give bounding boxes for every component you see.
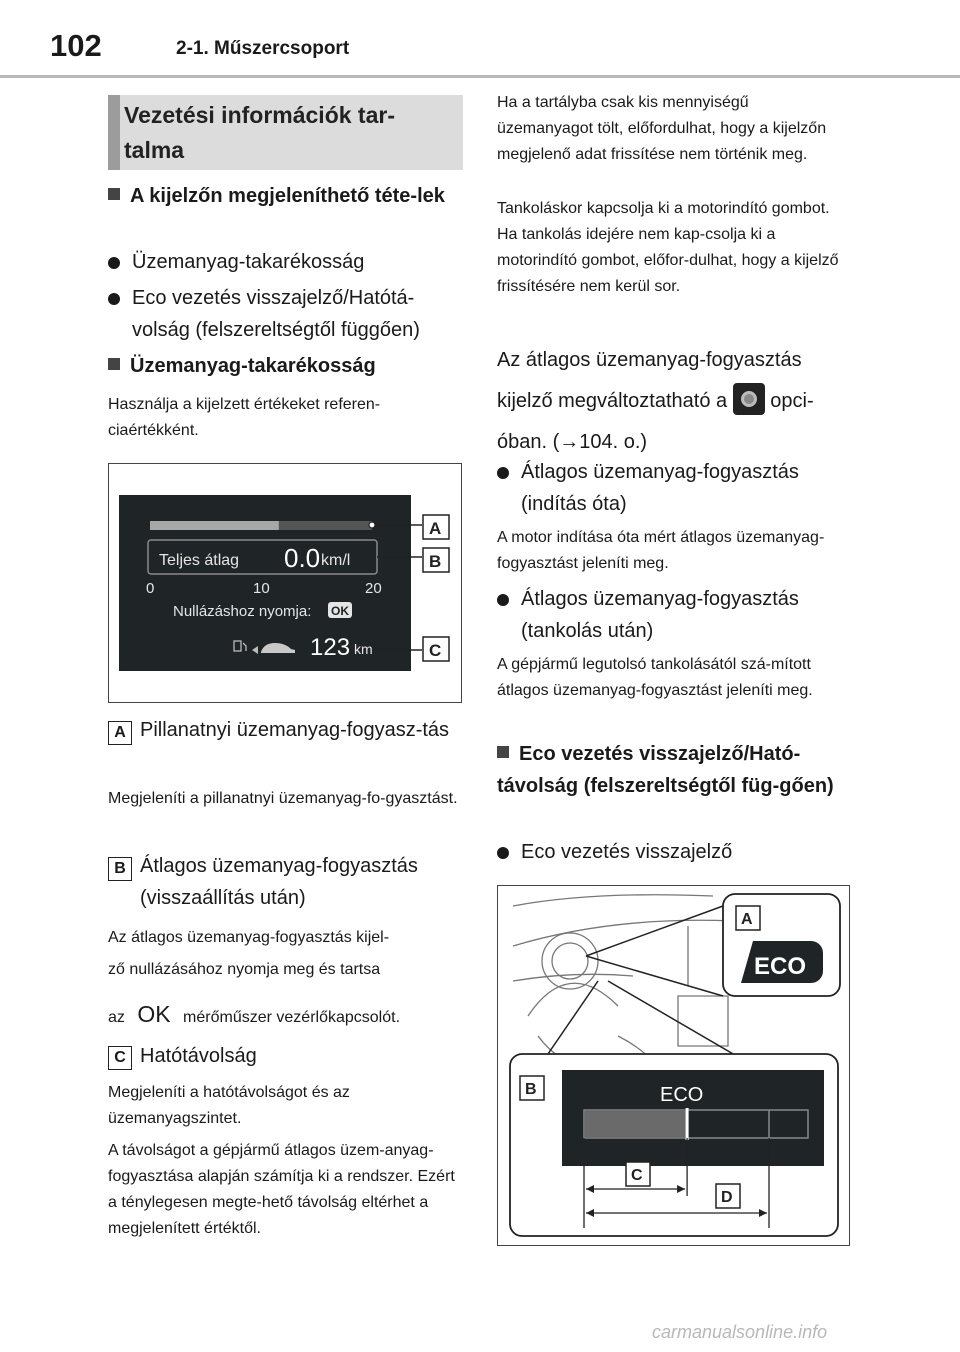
gear-icon (733, 383, 765, 415)
header-divider (0, 75, 960, 78)
paragraph: Használja a kijelzett értékeket referen-ciaértékként. (108, 396, 381, 439)
callout-c: C (631, 1167, 643, 1184)
list-item: Átlagos üzemanyag-fogyasztás (indítás óta) (497, 456, 842, 520)
label-c: C (108, 1046, 132, 1070)
item-c-text2: A távolságot a gépjármű átlagos üzem-anyag-fogyasztása alapján számítja ki a rendszer. Ezért a ténylegesen megte-hető távolság eltérhet a megjelenített értéktől. (108, 1142, 455, 1237)
bullet-icon (108, 257, 120, 269)
callout-a: A (429, 519, 442, 538)
item-b-text: Az átlagos üzemanyag-fogyasztás kijel- ző nullázásához nyomja meg és tartsa az OK mérőműszer vezérlőkapcsolót. (108, 929, 401, 1027)
figure-eco-indicator (497, 885, 850, 1246)
callout-b: B (525, 1081, 537, 1098)
scale-0: 0 (146, 580, 155, 597)
eco-bar-fill (585, 1111, 687, 1137)
item-c-title: Hatótávolság (140, 1045, 257, 1067)
subheading-items: A kijelzőn megjeleníthető téte-lek (108, 180, 458, 212)
item-b-title: Átlagos üzemanyag-fogyasztás (visszaállítás után) (140, 855, 418, 909)
callout-dot (369, 522, 375, 528)
watermark: carmanualsonline.info (652, 1322, 828, 1342)
eco-badge-text: ECO (754, 953, 807, 980)
figure-meter-display (108, 463, 462, 703)
paragraph: A gépjármű legutolsó tankolásától szá-mított átlagos üzemanyag-fogyasztást jeleníti meg. (497, 656, 813, 699)
item-a-text: Megjeleníti a pillanatnyi üzemanyag-fo-gyasztást. (108, 790, 458, 807)
subheading-fuel: Üzemanyag-takarékosság (108, 350, 458, 382)
bullet-icon (108, 293, 120, 305)
option-note: Az átlagos üzemanyag-fogyasztás kijelző megváltoztatható a opci- óban. (→104. o.) (497, 349, 814, 453)
ok-switch-icon: OK (137, 1001, 171, 1027)
item-a-title: Pillanatnyi üzemanyag-fogyasz-tás (140, 719, 450, 741)
callout-a: A (741, 911, 753, 928)
scale-20: 20 (365, 580, 382, 597)
meter-illustration (109, 464, 460, 701)
reset-text: Nullázáshoz nyomja: (173, 603, 312, 620)
subheading-eco: Eco vezetés visszajelző/Ható-távolság (felszereltségtől füg-gően) (497, 743, 834, 797)
list-item: Eco vezetés visszajelző/Hatótá-volság (felszereltségtől függően) (108, 282, 458, 346)
label-b: B (108, 857, 132, 881)
page-number: 102 (50, 28, 102, 63)
label-a: A (108, 721, 132, 745)
range-unit: km (354, 641, 373, 657)
section-title: 2-1. Műszercsoport (176, 38, 350, 59)
paragraph: A motor indítása óta mért átlagos üzemanyag-fogyasztást jeleníti meg. (497, 529, 825, 572)
bullet-icon (497, 594, 509, 606)
square-bullet-icon (108, 358, 120, 370)
bullet-icon (497, 847, 509, 859)
square-bullet-icon (497, 746, 509, 758)
eco-bar-label: ECO (660, 1084, 704, 1106)
list-item: Eco vezetés visszajelző (497, 836, 842, 868)
callout-line-a (586, 906, 723, 956)
paragraph: Tankoláskor kapcsolja ki a motorindító gombot. Ha tankolás idejére nem kap-csolja ki a motorindító gombot, előfor-dulhat, hogy a kijelző frissítésére nem kerül sor. (497, 200, 839, 295)
square-bullet-icon (108, 188, 120, 200)
avg-unit: km/l (321, 552, 351, 569)
eco-illustration (498, 886, 848, 1244)
callout-b: B (429, 552, 442, 571)
callout-c: C (429, 641, 442, 660)
scale-10: 10 (253, 580, 270, 597)
list-item: Átlagos üzemanyag-fogyasztás (tankolás után) (497, 583, 842, 647)
paragraph: Ha a tartályba csak kis mennyiségű üzemanyagot tölt, előfordulhat, hogy a kijelzőn megjelenő adat frissítése nem történik meg. (497, 94, 827, 163)
callout-line-a2 (586, 956, 723, 996)
range-value: 123 (310, 634, 351, 661)
avg-label: Teljes átlag (159, 552, 240, 569)
item-c-text1: Megjeleníti a hatótávolságot és az üzemanyagszintet. (108, 1084, 350, 1127)
fuel-bar-fill (150, 521, 279, 530)
section-heading: Vezetési információk tar-talma (124, 102, 395, 163)
avg-value: 0.0 (284, 543, 321, 573)
bullet-icon (497, 467, 509, 479)
ok-badge-text: OK (331, 604, 349, 618)
callout-d: D (721, 1189, 733, 1206)
section-heading-bar (108, 95, 120, 170)
list-item: Üzemanyag-takarékosság (108, 246, 458, 278)
